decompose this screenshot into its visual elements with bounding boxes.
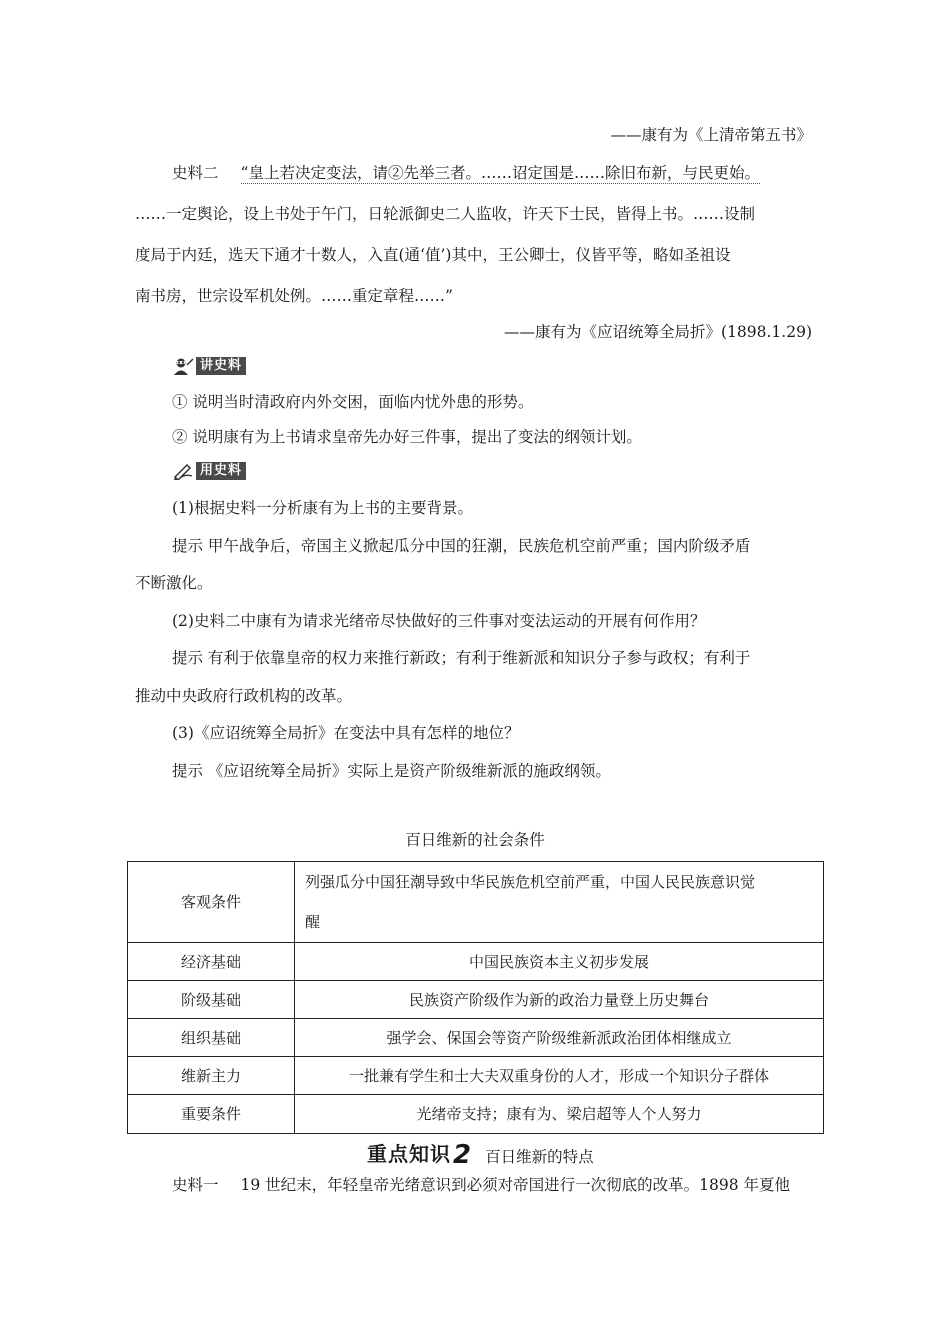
question-2: (2)史料二中康有为请求光绪帝尽快做好的三件事对变法运动的开展有何作用？ <box>172 612 706 630</box>
source2-attribution: ——康有为《应诏统筹全局折》(1898.1.29) <box>504 323 812 341</box>
source2-line1 <box>172 162 760 184</box>
answer-2-line1: 提示 有利于依靠皇帝的权力来推行新政；有利于维新派和知识分子参与政权；有利于 <box>172 649 751 667</box>
next-source-lead: 史料一 <box>172 1176 219 1194</box>
key-point-title: 百日维新的特点 <box>485 1148 594 1166</box>
explain-item-2: ② 说明康有为上书请求皇帝先办好三件事，提出了变法的纲领计划。 <box>172 428 642 446</box>
answer-2-line2: 推动中央政府行政机构的改革。 <box>135 687 353 705</box>
explain-item-1: ① 说明当时清政府内外交困，面临内忧外患的形势。 <box>172 393 534 411</box>
source1-attribution: ——康有为《上清帝第五书》 <box>610 126 812 144</box>
table-key: 维新主力 <box>128 1057 295 1095</box>
table-value: 强学会、保国会等资产阶级维新派政治团体相继成立 <box>295 1019 824 1057</box>
question-1: (1)根据史料一分析康有为上书的主要背景。 <box>172 499 473 517</box>
answer-1-line1: 提示 甲午战争后，帝国主义掀起瓜分中国的狂潮，民族危机空前严重；国内阶级矛盾 <box>172 537 751 555</box>
source2-quote-start: “皇上若决定变法，请②先举三者。……诏定国是……除旧布新，与民更始。 <box>240 164 760 182</box>
next-source-line <box>172 1174 790 1196</box>
table-key: 重要条件 <box>128 1095 295 1134</box>
pen-hand-icon <box>172 462 194 480</box>
table-row <box>128 981 824 1019</box>
table-row <box>128 943 824 981</box>
key-point-heading <box>367 1138 594 1170</box>
table-value: 民族资产阶级作为新的政治力量登上历史舞台 <box>295 981 824 1019</box>
explain-badge-label: 讲史料 <box>196 357 246 375</box>
table-value: 中国民族资本主义初步发展 <box>295 943 824 981</box>
apply-badge <box>172 462 246 480</box>
table-row <box>128 1057 824 1095</box>
explain-badge <box>172 357 246 375</box>
table-value-line2: 醒 <box>305 913 321 931</box>
table-key: 组织基础 <box>128 1019 295 1057</box>
table-caption: 百日维新的社会条件 <box>405 831 545 849</box>
key-point-label: 重点知识 <box>367 1142 451 1166</box>
source2-line4: 南书房，世宗设军机处例。……重定章程……” <box>135 287 453 305</box>
table-value: 光绪帝支持；康有为、梁启超等人个人努力 <box>295 1095 824 1134</box>
answer-3: 提示 《应诏统筹全局折》实际上是资产阶级维新派的施政纲领。 <box>172 762 611 780</box>
teacher-icon <box>172 357 194 375</box>
table-key: 客观条件 <box>128 862 295 943</box>
table-row <box>128 1095 824 1134</box>
table-row <box>128 862 824 943</box>
table-key: 阶级基础 <box>128 981 295 1019</box>
table-value-line1: 列强瓜分中国狂潮导致中华民族危机空前严重，中国人民民族意识觉 <box>305 873 756 891</box>
next-source-text: 19 世纪末，年轻皇帝光绪意识到必须对帝国进行一次彻底的改革。1898 年夏他 <box>240 1176 791 1194</box>
key-point-number: 2 <box>453 1140 472 1170</box>
question-3: (3)《应诏统筹全局折》在变法中具有怎样的地位？ <box>172 724 520 742</box>
answer-1-line2: 不断激化。 <box>135 574 213 592</box>
source2-lead: 史料二 <box>172 164 219 182</box>
table-value <box>295 862 824 943</box>
source2-line2: ……一定舆论，设上书处于午门，日轮派御史二人监收，许天下士民，皆得上书。……设制 <box>135 205 756 223</box>
conditions-table <box>127 861 824 1134</box>
table-key: 经济基础 <box>128 943 295 981</box>
apply-badge-label: 用史料 <box>196 462 246 480</box>
table-row <box>128 1019 824 1057</box>
table-value: 一批兼有学生和士大夫双重身份的人才，形成一个知识分子群体 <box>295 1057 824 1095</box>
source2-line3: 度局于内廷，选天下通才十数人，入直(通‘值’)其中，王公卿士，仪皆平等，略如圣祖设 <box>135 246 731 264</box>
